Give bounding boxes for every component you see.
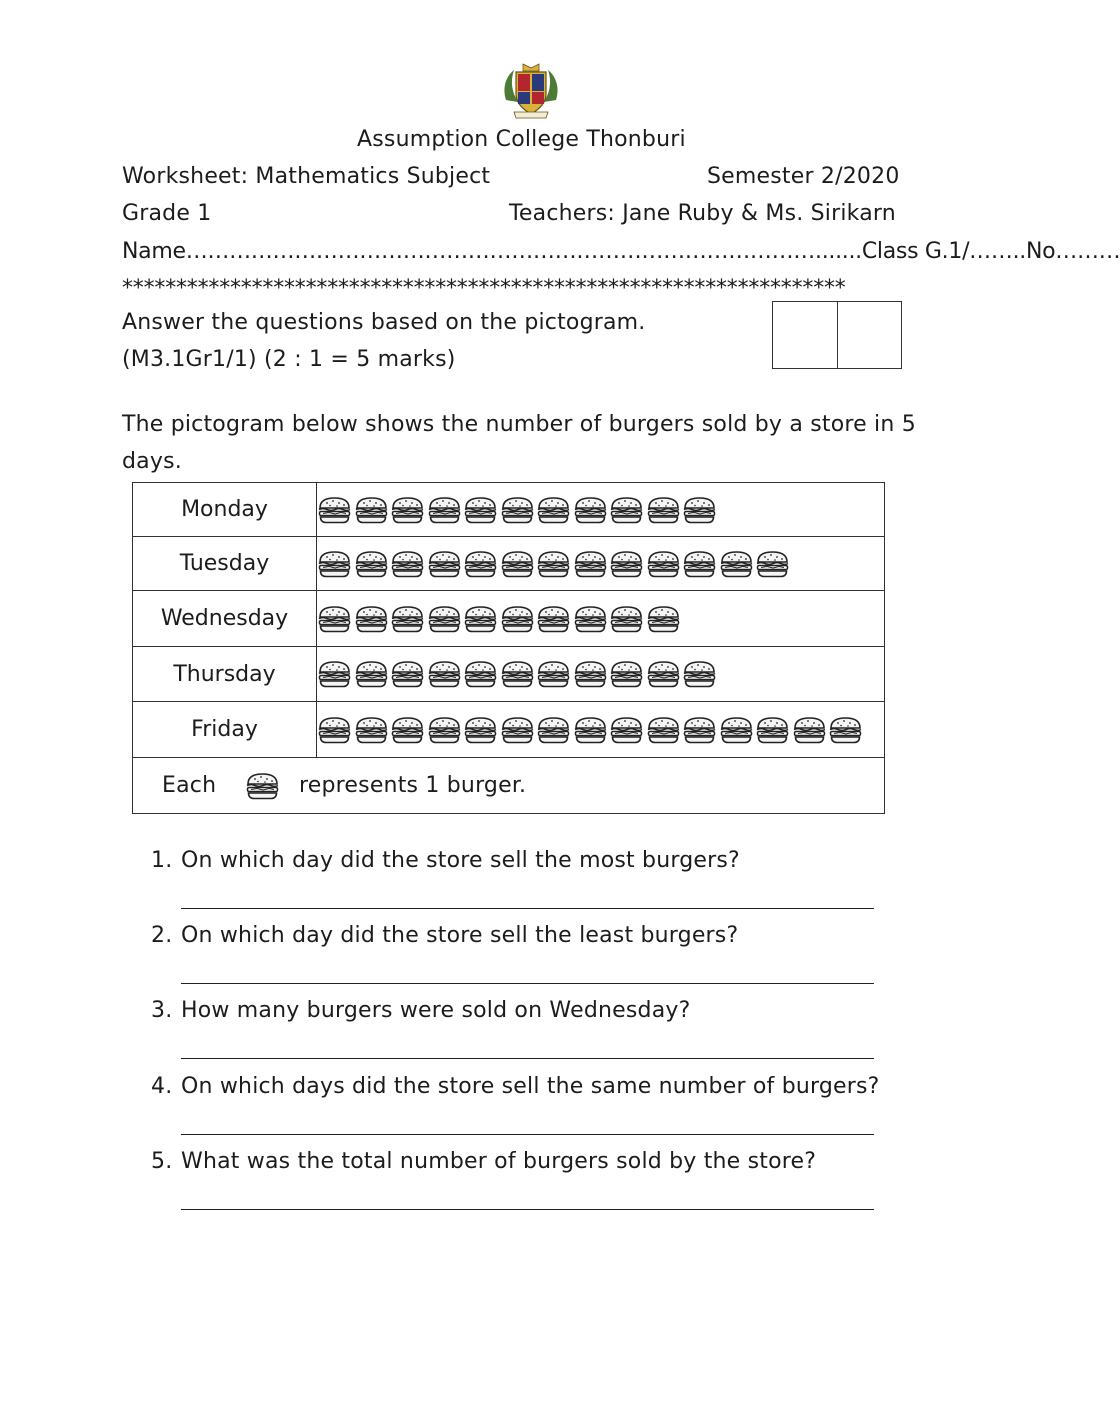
key-suffix: represents 1 burger.	[299, 773, 527, 798]
day-label: Friday	[133, 702, 317, 758]
worksheet-title: Worksheet: Mathematics Subject	[122, 164, 491, 189]
burger-row	[317, 716, 884, 744]
burger-icon	[245, 772, 280, 800]
burger-icon	[427, 660, 462, 688]
question-number: 4.	[151, 1074, 173, 1099]
burger-icon	[646, 550, 681, 578]
burger-icon	[682, 716, 717, 744]
score-cell-earned[interactable]	[773, 302, 837, 368]
instruction-line-2: (M3.1Gr1/1) (2 : 1 = 5 marks)	[122, 347, 456, 372]
burger-icon	[463, 660, 498, 688]
pictogram-row-tuesday	[133, 537, 885, 591]
burger-icon	[573, 605, 608, 633]
burger-icon	[536, 605, 571, 633]
school-name: Assumption College Thonburi	[357, 127, 686, 152]
burger-icon	[463, 496, 498, 524]
burger-icon	[646, 660, 681, 688]
pictogram-key	[133, 758, 884, 813]
burger-icon	[719, 716, 754, 744]
burger-icon	[245, 772, 280, 800]
pictogram-row-monday	[133, 483, 885, 537]
burger-icon	[573, 550, 608, 578]
pictogram-table	[132, 482, 885, 814]
burger-icon	[463, 550, 498, 578]
burger-icon	[646, 716, 681, 744]
burger-row	[317, 550, 884, 578]
burger-icon	[463, 605, 498, 633]
school-crest-logo	[500, 60, 562, 122]
burger-icon	[573, 496, 608, 524]
burger-icon	[609, 660, 644, 688]
burger-icon	[573, 716, 608, 744]
question-text: On which day did the store sell the least burgers?	[181, 923, 739, 948]
burger-icon	[390, 605, 425, 633]
burger-icon	[317, 496, 352, 524]
question-text: What was the total number of burgers sold by the store?	[181, 1149, 817, 1174]
question-text: On which days did the store sell the same number of burgers?	[181, 1074, 880, 1099]
question-number: 3.	[151, 998, 173, 1023]
pictogram-key-row	[133, 758, 885, 814]
burger-icon	[792, 716, 827, 744]
question-number: 2.	[151, 923, 173, 948]
answer-line-2[interactable]	[181, 983, 874, 984]
burger-icon	[536, 716, 571, 744]
instruction-line-1: Answer the questions based on the pictogram.	[122, 310, 646, 335]
burger-icon	[646, 605, 681, 633]
burger-icon	[536, 660, 571, 688]
pictogram-row-friday	[133, 702, 885, 758]
burger-icon	[536, 550, 571, 578]
burger-icon	[390, 550, 425, 578]
key-prefix: Each	[162, 773, 217, 798]
burger-icon	[719, 550, 754, 578]
burger-icon	[390, 660, 425, 688]
answer-line-4[interactable]	[181, 1134, 874, 1135]
burger-icon	[682, 550, 717, 578]
burger-icon	[755, 550, 790, 578]
burger-icon	[390, 716, 425, 744]
burger-icon	[609, 550, 644, 578]
burger-icon	[317, 660, 352, 688]
burger-icon	[427, 605, 462, 633]
burger-row	[317, 496, 884, 524]
burger-icon	[427, 496, 462, 524]
day-label: Monday	[133, 483, 317, 537]
question-text: On which day did the store sell the most burgers?	[181, 848, 740, 873]
burger-icon	[573, 660, 608, 688]
burger-icon	[755, 716, 790, 744]
burger-icon	[354, 605, 389, 633]
day-label: Tuesday	[133, 537, 317, 591]
burger-icon	[609, 605, 644, 633]
burger-icon	[500, 660, 535, 688]
pictogram-intro-line-2: days.	[122, 449, 182, 474]
burger-icon	[390, 496, 425, 524]
burger-icon	[500, 716, 535, 744]
burger-row	[317, 605, 884, 633]
key-burger-icon-wrapper	[245, 772, 280, 800]
question-number: 5.	[151, 1149, 173, 1174]
burger-icon	[536, 496, 571, 524]
burger-icon	[427, 716, 462, 744]
answer-line-3[interactable]	[181, 1058, 874, 1059]
answer-line-5[interactable]	[181, 1209, 874, 1210]
teachers-label: Teachers: Jane Ruby & Ms. Sirikarn	[509, 201, 896, 226]
burger-icon	[500, 550, 535, 578]
burger-icon	[609, 716, 644, 744]
burger-icon	[646, 496, 681, 524]
burger-icon	[500, 605, 535, 633]
burger-icon	[463, 716, 498, 744]
answer-line-1[interactable]	[181, 908, 874, 909]
burger-icon	[317, 716, 352, 744]
question-text: How many burgers were sold on Wednesday?	[181, 998, 691, 1023]
pictogram-key-cell	[133, 758, 885, 814]
burger-icons-cell	[317, 647, 885, 702]
pictogram-intro-line-1: The pictogram below shows the number of burgers sold by a store in 5	[122, 412, 916, 437]
burger-icons-cell	[317, 702, 885, 758]
burger-icon	[828, 716, 863, 744]
burger-icon	[354, 660, 389, 688]
burger-row	[317, 660, 884, 688]
pictogram-row-thursday	[133, 647, 885, 702]
separator-stars: *******************************************************************	[122, 276, 846, 301]
burger-icon	[682, 496, 717, 524]
burger-icon	[609, 496, 644, 524]
score-cell-total[interactable]	[837, 302, 902, 368]
burger-icons-cell	[317, 537, 885, 591]
burger-icon	[500, 496, 535, 524]
day-label: Wednesday	[133, 591, 317, 647]
score-box[interactable]	[772, 301, 902, 369]
question-number: 1.	[151, 848, 173, 873]
semester-label: Semester 2/2020	[707, 164, 900, 189]
day-label: Thursday	[133, 647, 317, 702]
burger-icon	[317, 605, 352, 633]
grade-label: Grade 1	[122, 201, 212, 226]
burger-icon	[427, 550, 462, 578]
burger-icon	[354, 550, 389, 578]
burger-icon	[317, 550, 352, 578]
pictogram-row-wednesday	[133, 591, 885, 647]
burger-icon	[354, 716, 389, 744]
name-class-line: Name…………………………………………………………………………….......Class G.1/……..No………	[122, 239, 1120, 264]
burger-icon	[682, 660, 717, 688]
burger-icons-cell	[317, 483, 885, 537]
burger-icon	[354, 496, 389, 524]
burger-icons-cell	[317, 591, 885, 647]
